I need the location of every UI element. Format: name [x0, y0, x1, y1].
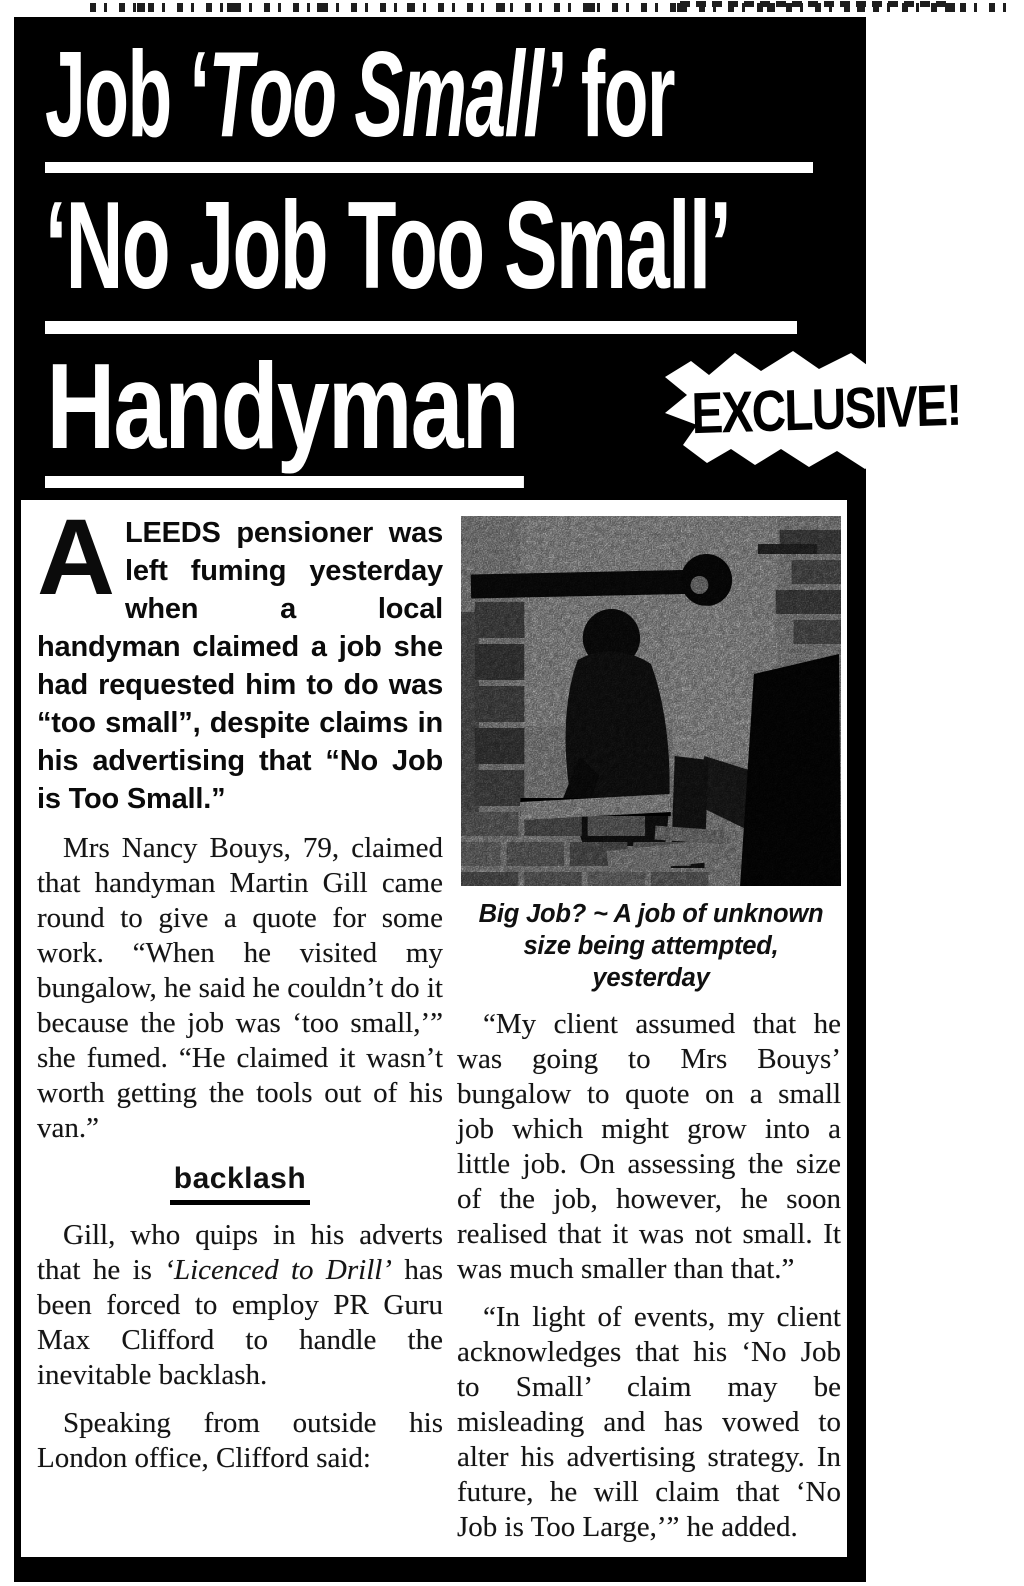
right-column [457, 514, 841, 1557]
headline-line-2: ‘No Job Too Small’ [45, 176, 731, 315]
bottom-rule [16, 1557, 852, 1582]
quote-mark: ‘ [189, 26, 209, 162]
paragraph-my-client: “My client assumed that he was going to Mrs Bouys’ bungalow to quote on a small job which might grow into a little job. On assessing the size of the job, however, he soon realised that it was not small. It was much smaller than that.” [457, 1007, 841, 1285]
left-column [37, 499, 443, 1557]
drop-cap: A [37, 499, 115, 617]
headline-underline-2 [45, 321, 797, 334]
subhead-backlash: backlash [37, 1162, 443, 1205]
exclusive-badge [659, 343, 993, 475]
headline-underline-1 [45, 162, 813, 173]
torn-edge-decoration [90, 3, 1008, 12]
headline-line-3: Handyman [45, 349, 659, 488]
headline-banner [21, 17, 962, 500]
headline-line-1: Job ‘Too Small’ for [45, 26, 675, 162]
paragraph-nancy-bouys: Mrs Nancy Bouys, 79, claimed that handyman Martin Gill came round to give a quote for some work. “When he visited my bungalow, he said he couldn’t do it because the job was ‘too small,’” she fumed. “He claimed it wasn’t worth getting the tools out of his van.” [37, 831, 443, 1144]
paragraph-speaking: Speaking from outside his London office, Clifford said: [37, 1406, 443, 1474]
photo-figure [461, 516, 841, 994]
exclusive-badge-label: EXCLUSIVE! [691, 372, 962, 447]
paragraph-gill-adverts: Gill, who quips in his adverts that he is ‘Licenced to Drill’ has been forced to employ PR Guru Max Clifford to handle the inevitable backlash. [37, 1218, 443, 1391]
photo-caption: Big Job? ~ A job of unknown size being attempted, yesterday [478, 899, 824, 992]
italic-phrase: ‘Licenced to Drill’ [164, 1253, 392, 1286]
news-photo [461, 516, 841, 886]
quote-mark: ’ [547, 26, 563, 162]
article-body [21, 500, 847, 1557]
lead-paragraph: ALEEDS pensioner was left fuming yesterday when a local handyman claimed a job she had requested him to do was “too small”, despite claims in his advertising that “No Job is Too Small.” [37, 499, 443, 815]
paragraph-in-light: “In light of events, my client acknowledges that his ‘No Job to Small’ claim may be misleading and has vowed to alter his advertising strategy. In future, he will claim that ‘No Job is Too Large,’” he added. [457, 1300, 841, 1543]
newspaper-article [14, 17, 962, 1582]
